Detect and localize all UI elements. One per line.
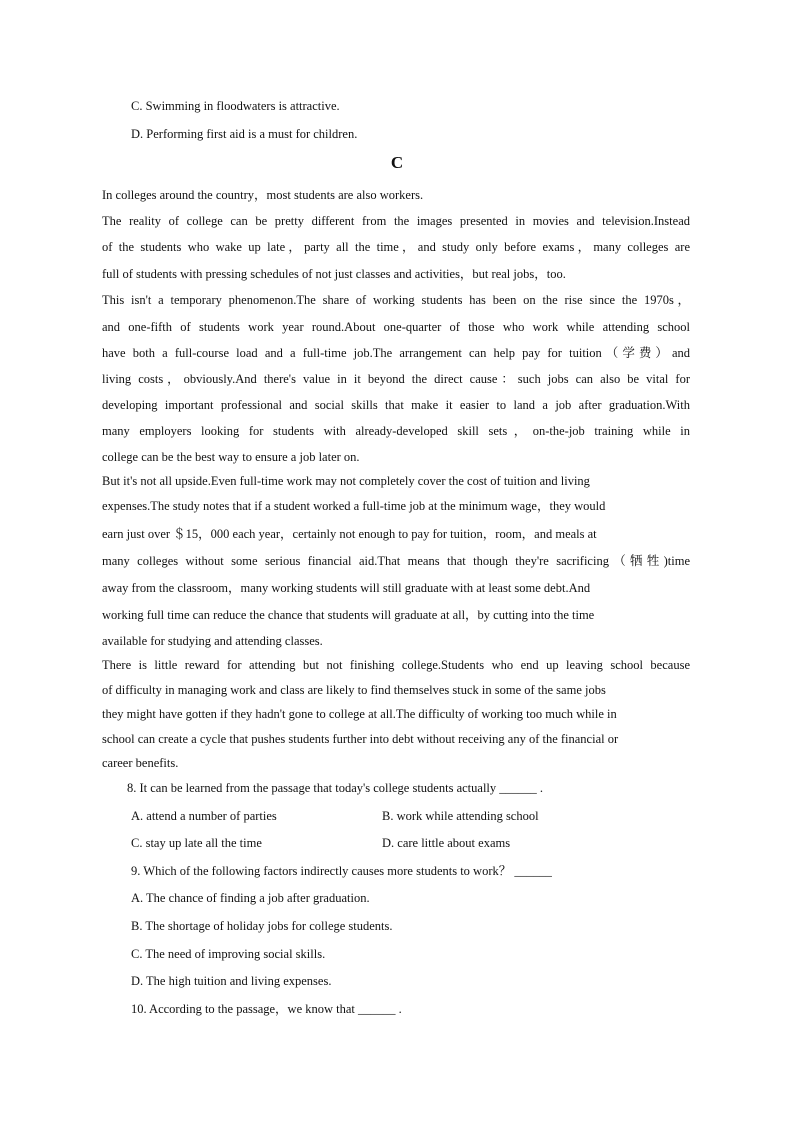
passage-p5-line: they might have gotten if they hadn't gone to college at all.The difficulty of working too much while in (102, 707, 617, 721)
passage-p3-line: This isn't a temporary phenomenon.The share of working students has been on the rise since the 1970s， (102, 293, 690, 307)
passage-p3-line: have both a full-course load and a full-time job.The arrangement can help pay for tuition（学费）and (102, 346, 690, 360)
question-8-option-d: D. care little about exams (382, 836, 511, 850)
passage-p4-line: But it's not all upside.Even full-time work may not completely cover the cost of tuition and living (102, 474, 590, 488)
question-9-option-d: D. The high tuition and living expenses. (131, 974, 332, 988)
section-heading: C (390, 153, 404, 172)
passage-p3-line: college can be the best way to ensure a job later on. (102, 450, 360, 464)
passage-p3-line: many employers looking for students with already-developed skill sets，on-the-job training while in (102, 424, 690, 438)
question-8-option-c: C. stay up late all the time (131, 836, 262, 850)
question-10-stem: 10. According to the passage，we know that ______ . (131, 1002, 402, 1016)
passage-p3-line: and one-fifth of students work year round.About one-quarter of those who work while attending school (102, 320, 690, 334)
passage-p5-line: There is little reward for attending but not finishing college.Students who end up leaving school because (102, 658, 690, 672)
passage-p2-line: full of students with pressing schedules of not just classes and activities，but real jobs，too. (102, 267, 566, 281)
question-9-option-a: A. The chance of finding a job after graduation. (131, 891, 370, 905)
passage-p3-line: living costs，obviously.And there's value in it beyond the direct cause：such jobs can also be vital for (102, 372, 690, 386)
passage-p4-line: away from the classroom，many working students will still graduate with at least some debt.And (102, 581, 591, 595)
passage-p3-line: developing important professional and social skills that make it easier to land a job after graduation.With (102, 398, 690, 412)
passage-p5-line: of difficulty in managing work and class are likely to find themselves stuck in some of the same jobs (102, 683, 606, 697)
question-9-option-c: C. The need of improving social skills. (131, 947, 326, 961)
passage-p5-line: school can create a cycle that pushes students further into debt without receiving any of the financial or (102, 732, 619, 746)
passage-p5-line: career benefits. (102, 756, 179, 770)
passage-p2-line: of the students who wake up late，party all the time，and study only before exams，many colleges are (102, 240, 690, 254)
question-8-option-b: B. work while attending school (382, 809, 539, 823)
passage-paragraph-1: In colleges around the country，most students are also workers. (102, 188, 424, 202)
passage-p2-line: The reality of college can be pretty different from the images presented in movies and television.Instead (102, 214, 690, 228)
question-8-stem: 8. It can be learned from the passage that today's college students actually ______ . (127, 781, 544, 795)
passage-p4-line: expenses.The study notes that if a student worked a full-time job at the minimum wage，they would (102, 499, 606, 513)
question-9-stem: 9. Which of the following factors indirectly causes more students to work？ ______ (131, 864, 552, 878)
question-9-option-b: B. The shortage of holiday jobs for college students. (131, 919, 393, 933)
passage-p4-line: earn just over ＄15，000 each year，certainly not enough to pay for tuition，room，and meals at (102, 527, 597, 541)
question-8-option-a: A. attend a number of parties (131, 809, 277, 823)
passage-p4-line: available for studying and attending classes. (102, 634, 323, 648)
prev-question-option-d: D. Performing first aid is a must for children. (131, 127, 358, 141)
prev-question-option-c: C. Swimming in floodwaters is attractive. (131, 99, 340, 113)
passage-p4-line: many colleges without some serious financial aid.That means that though they're sacrificing（牺牲)time (102, 554, 690, 568)
passage-p4-line: working full time can reduce the chance that students will graduate at all，by cutting into the time (102, 608, 595, 622)
